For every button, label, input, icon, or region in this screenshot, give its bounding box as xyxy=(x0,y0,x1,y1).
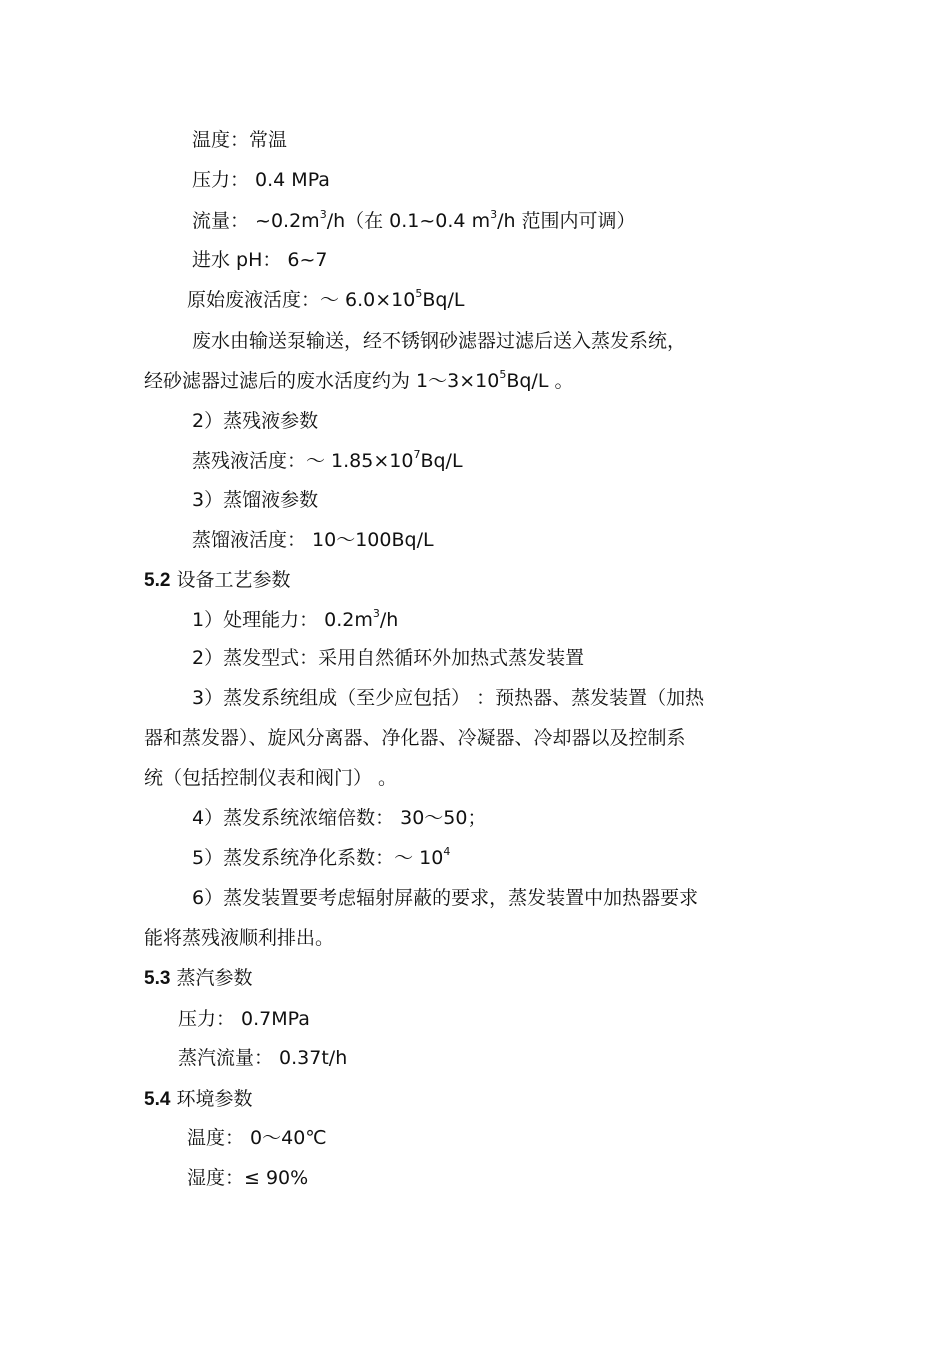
line-text: 湿度：≤ 90% xyxy=(187,1167,309,1189)
superscript: 7 xyxy=(413,447,421,461)
text-line-temperature xyxy=(192,128,287,152)
superscript: 5 xyxy=(415,286,423,300)
text-line-shielding xyxy=(192,886,698,910)
section-number: 5.4 xyxy=(144,1089,171,1110)
text-line-ph xyxy=(192,248,328,272)
line-text: 4）蒸发系统浓缩倍数： 30～50； xyxy=(192,807,487,829)
section-heading-5-3 xyxy=(144,966,252,991)
text-line-capacity xyxy=(192,608,398,632)
section-number: 5.3 xyxy=(144,968,171,989)
line-text: 蒸馏液活度： 10～100Bq/L xyxy=(192,529,434,551)
line-text: 流量： ~0.2m xyxy=(192,210,320,232)
line-text: /h（在 0.1~0.4 m xyxy=(326,210,491,232)
line-text: 2）蒸残液参数 xyxy=(192,410,319,432)
line-text: 3）蒸发系统组成（至少应包括） ：预热器、蒸发装置（加热 xyxy=(192,687,705,709)
line-text: 温度：常温 xyxy=(192,129,288,151)
text-line-evaporation-type xyxy=(192,646,584,670)
line-text: Bq/L xyxy=(420,450,463,472)
line-text: 经砂滤器过滤后的废水活度约为 1～3×10 xyxy=(144,370,500,392)
line-text: 2）蒸发型式：采用自然循环外加热式蒸发装置 xyxy=(192,647,585,669)
text-line-steam-pressure xyxy=(178,1007,310,1031)
section-title: 蒸汽参数 xyxy=(170,967,253,989)
text-line-env-humidity xyxy=(187,1166,308,1190)
text-line-residue-activity xyxy=(192,449,463,473)
superscript: 3 xyxy=(372,606,380,620)
line-text: /h xyxy=(379,609,399,631)
line-text: Bq/L 。 xyxy=(506,370,574,392)
line-text: 5）蒸发系统净化系数：～ 10 xyxy=(192,847,444,869)
text-line-system-composition xyxy=(192,686,704,710)
superscript: 3 xyxy=(490,207,498,221)
superscript: 4 xyxy=(443,844,451,858)
line-text: Bq/L xyxy=(422,289,465,311)
text-line-original-activity xyxy=(187,288,464,312)
line-text: 温度： 0～40℃ xyxy=(187,1127,327,1149)
text-line-steam-flow xyxy=(178,1046,347,1070)
section-heading-5-2 xyxy=(144,568,290,593)
line-text: 废水由输送泵输送，经不锈钢砂滤器过滤后送入蒸发系统， xyxy=(192,330,687,352)
text-line-concentration-ratio xyxy=(192,806,486,830)
line-text: 进水 pH： 6~7 xyxy=(192,249,328,271)
text-line-transport xyxy=(192,329,686,353)
line-text: 3）蒸馏液参数 xyxy=(192,489,319,511)
text-line-system-composition-cont1 xyxy=(144,726,686,750)
line-text: 原始废液活度：～ 6.0×10 xyxy=(187,289,416,311)
text-line-residue-heading xyxy=(192,409,318,433)
line-text: 6）蒸发装置要考虑辐射屏蔽的要求，蒸发装置中加热器要求 xyxy=(192,887,699,909)
line-text: 蒸残液活度：～ 1.85×10 xyxy=(192,450,414,472)
text-line-distillate-heading xyxy=(192,488,318,512)
line-text: 蒸汽流量： 0.37t/h xyxy=(178,1047,348,1069)
section-number: 5.2 xyxy=(144,570,171,591)
text-line-pressure xyxy=(192,168,330,192)
line-text: 压力： 0.4 MPa xyxy=(192,169,330,191)
line-text: 能将蒸残液顺利排出。 xyxy=(144,927,335,949)
superscript: 5 xyxy=(499,367,507,381)
text-line-shielding-cont xyxy=(144,926,334,950)
section-heading-5-4 xyxy=(144,1087,252,1112)
text-line-purification-factor xyxy=(192,846,450,870)
line-text: /h 范围内可调） xyxy=(497,210,636,232)
text-line-filtered-activity xyxy=(144,369,573,393)
line-text: 1）处理能力： 0.2m xyxy=(192,609,373,631)
section-title: 环境参数 xyxy=(170,1088,253,1110)
superscript: 3 xyxy=(319,207,327,221)
text-line-system-composition-cont2 xyxy=(144,766,397,790)
text-line-distillate-activity xyxy=(192,528,434,552)
line-text: 统（包括控制仪表和阀门） 。 xyxy=(144,767,398,789)
line-text: 压力： 0.7MPa xyxy=(178,1008,310,1030)
text-line-flow xyxy=(192,209,636,233)
line-text: 器和蒸发器）、旋风分离器、净化器、冷凝器、冷却器以及控制系 xyxy=(144,727,686,749)
section-title: 设备工艺参数 xyxy=(170,569,291,591)
text-line-env-temperature xyxy=(187,1126,327,1150)
